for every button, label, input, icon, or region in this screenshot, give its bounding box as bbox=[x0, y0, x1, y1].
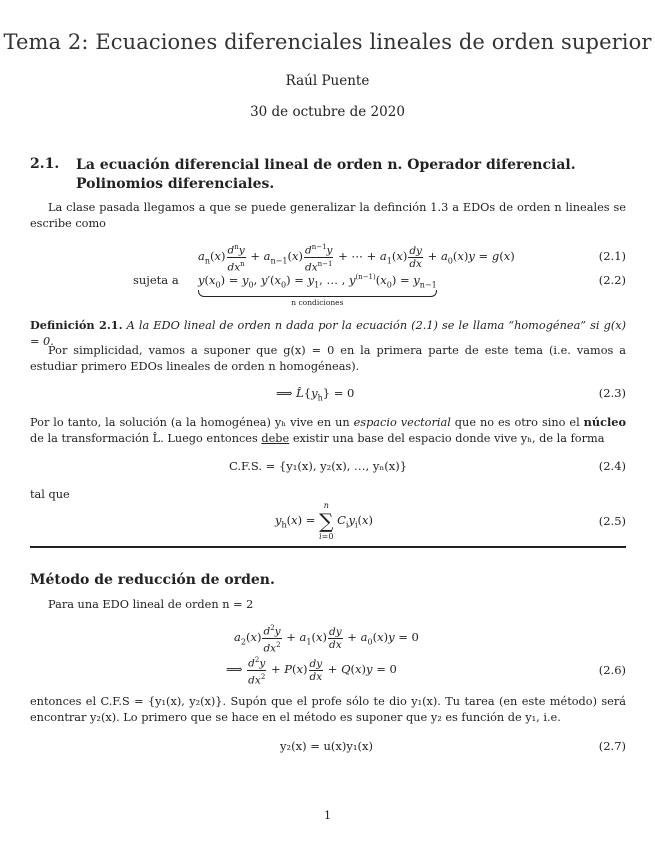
paragraph-order-2: Para una EDO lineal de orden n = 2 bbox=[48, 598, 254, 611]
underbrace-shape bbox=[198, 290, 437, 297]
underbrace-conditions: $y(x_0) = y_0$, $y'(x_0) = y_1$, … , $y^{(n-1)}(x_0) = y_{n-1}$ n condiciones bbox=[198, 273, 437, 308]
page-number: 1 bbox=[323, 808, 332, 822]
equation-2-5-number: (2.5) bbox=[598, 514, 626, 528]
equation-2-3: ⟹ $L̂\{y_h\} = 0$ bbox=[276, 386, 355, 403]
definition-label: Definición 2.1. bbox=[30, 318, 123, 332]
equation-2-5: $y_h(x)$ = n ∑ i=0 $C_iy_i(x)$ bbox=[275, 501, 374, 541]
text-tal-que: tal que bbox=[30, 488, 70, 501]
equation-2-1-number: (2.1) bbox=[598, 249, 626, 263]
intro-paragraph: La clase pasada llegamos a que se puede generalizar la definción 1.3 a EDOs de orden n lineales se escribe como bbox=[30, 201, 626, 230]
equation-2-1: $a_n(x)$ $\frac{d^ny}{dx^n}$ + $a_{n-1}(x)$ $\frac{d^{n-1}y}{dx^{n-1}}$ + ⋯ + $a_1(x)$ $\frac{dy}{dx}$ + $a_0(x)y = g(x)$ bbox=[198, 243, 515, 273]
subsection-title: Método de reducción de orden. bbox=[30, 572, 275, 588]
paragraph-cfs: entonces el C.F.S = {y₁(x), y₂(x)}. Supón que el profe sólo te dio y₁(x). Tu tarea (en este método) será encontrar y₂(x). Lo primero que se hace en el método es suponer que y₂ es función de y₁, i.e. bbox=[30, 695, 626, 724]
equation-2-4: C.F.S. = {y₁(x), y₂(x), …, yₙ(x)} bbox=[229, 459, 408, 473]
equation-2-6-line-1: $a_2(x)$ $\frac{d^2y}{dx^2}$ + $a_1(x)$ $\frac{dy}{dx}$ + $a_0(x)y = 0$ bbox=[234, 624, 419, 654]
text-run: que no es otro sino el bbox=[450, 416, 584, 429]
text-run: de la transformación L̂. Luego entonces bbox=[30, 432, 262, 445]
section-title: La ecuación diferencial lineal de orden n. Operador diferencial. Polinomios diferenciales. bbox=[76, 157, 576, 192]
equation-2-2-number: (2.2) bbox=[598, 273, 626, 287]
equation-2-3-number: (2.3) bbox=[598, 386, 626, 400]
equation-2-7-number: (2.7) bbox=[598, 739, 626, 753]
document-title: Tema 2: Ecuaciones diferenciales lineales de orden superior bbox=[3, 30, 652, 54]
text-run: existir una base del espacio donde vive yₕ, de la forma bbox=[289, 432, 605, 445]
underbrace-label: n condiciones bbox=[291, 298, 344, 308]
equation-2-2 bbox=[198, 273, 437, 308]
paragraph-solution-space bbox=[30, 414, 626, 447]
equation-2-2-prefix: sujeta a bbox=[133, 273, 179, 287]
equation-2-4-number: (2.4) bbox=[598, 459, 626, 473]
text-run: Por lo tanto, la solución (a la homogénea) yₕ vive en un bbox=[30, 416, 354, 429]
emphasis-vector-space: espacio vectorial bbox=[353, 416, 451, 429]
equation-2-6-line-2: ⟹ $\frac{d^2y}{dx^2}$ + P(x) $\frac{dy}{dx}$ + Q(x)y = 0 bbox=[226, 656, 397, 686]
definition-text: A la EDO lineal de orden n dada por la ecuación (2.1) se le llama “homogénea” si g(x) = 0. bbox=[30, 319, 627, 348]
paragraph-simplicity: Por simplicidad, vamos a suponer que g(x) = 0 en la primera parte de este tema (i.e. vamos a estudiar primero EDOs lineales de orden n homogéneas). bbox=[30, 344, 626, 373]
equation-2-7: y₂(x) = u(x)y₁(x) bbox=[280, 739, 373, 753]
document-date: 30 de octubre de 2020 bbox=[250, 104, 405, 120]
horizontal-rule bbox=[30, 546, 626, 548]
equation-2-6-number: (2.6) bbox=[598, 663, 626, 677]
section-number: 2.1. bbox=[30, 156, 60, 172]
underlined-must: debe bbox=[261, 432, 290, 445]
document-author: Raúl Puente bbox=[285, 73, 370, 89]
bold-kernel: núcleo bbox=[583, 415, 626, 429]
